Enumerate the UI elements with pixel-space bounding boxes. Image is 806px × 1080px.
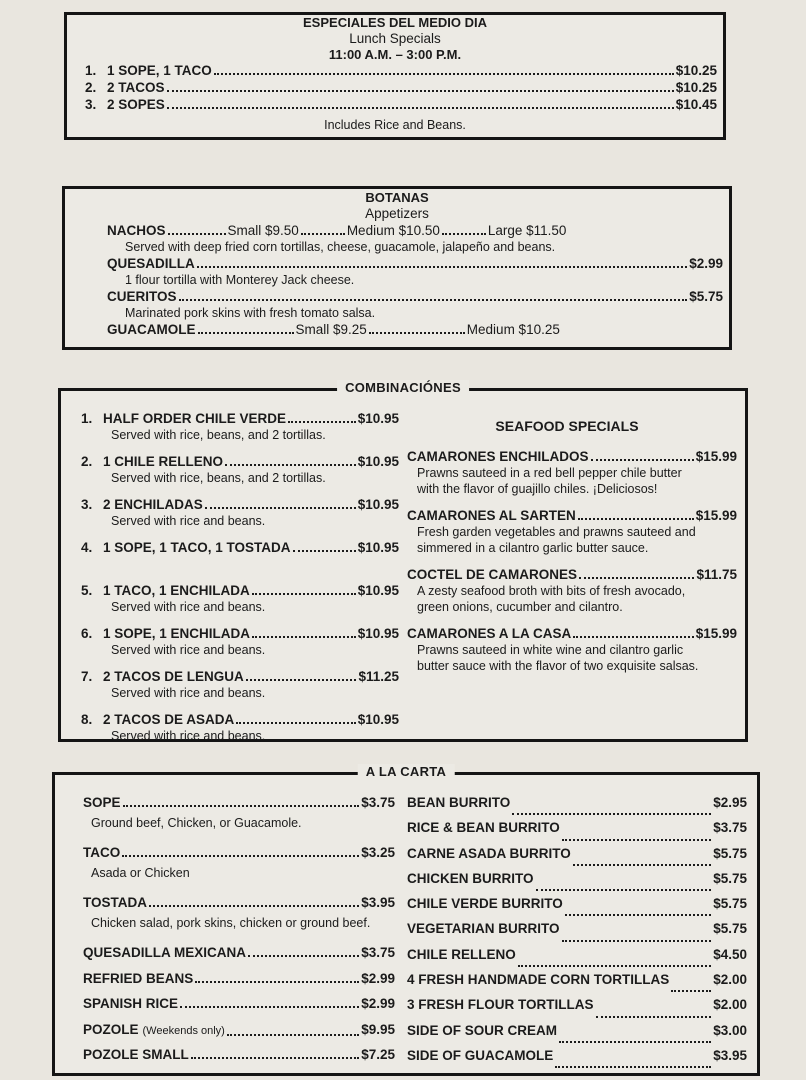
cueritos-price: $5.75	[689, 289, 723, 304]
carta-item-name: CHILE RELLENO	[407, 946, 516, 962]
carta-item-price: $2.99	[361, 996, 395, 1011]
combo-price: $11.25	[358, 669, 399, 684]
carta-item-price: $3.95	[361, 895, 395, 910]
seafood-name: CAMARONES AL SARTEN	[407, 508, 576, 523]
combo-name: HALF ORDER CHILE VERDE	[103, 411, 287, 426]
cueritos-row	[107, 288, 723, 305]
dot-leader	[293, 550, 356, 552]
carta-left-list	[83, 794, 395, 1072]
dot-leader	[246, 679, 357, 681]
combo-name: 1 TACO, 1 ENCHILADA	[103, 583, 250, 598]
carta-item-name: TOSTADA	[83, 895, 147, 910]
seafood-item-row	[407, 507, 737, 524]
carta-item-price: $3.25	[361, 845, 395, 860]
carta-item-price: $4.50	[713, 946, 747, 962]
carta-item-name: QUESADILLA MEXICANA	[83, 945, 247, 960]
combo-number: 2.	[81, 454, 93, 469]
combo-desc: Served with rice and beans.	[111, 600, 266, 614]
dot-leader	[671, 990, 711, 992]
seafood-desc-line-1: Prawns sauteed in white wine and cilantro garlic	[417, 643, 684, 657]
combo-price: $10.95	[357, 626, 399, 641]
combo-item	[81, 453, 399, 496]
dot-leader	[518, 965, 711, 967]
lunch-item-number: 1.	[85, 63, 97, 78]
carta-item-name: SOPE	[83, 795, 121, 810]
combo-name: 1 CHILE RELLENO	[103, 454, 224, 469]
carta-item-row	[83, 995, 395, 1012]
carta-item-note: (Weekends only)	[142, 1024, 225, 1037]
carta-right-item-row	[407, 845, 747, 870]
carta-item-price: $9.95	[361, 1021, 395, 1037]
carta-item-name: SIDE OF GUACAMOLE	[407, 1047, 554, 1063]
seafood-item	[407, 566, 737, 625]
seafood-item	[407, 448, 737, 507]
seafood-name: CAMARONES ENCHILADOS	[407, 449, 589, 464]
quesadilla-price: $2.99	[689, 256, 723, 271]
carta-item-price: $3.75	[361, 945, 395, 960]
dot-leader	[227, 1034, 359, 1036]
carta-item-price: $3.75	[361, 795, 395, 810]
carta-item-name: CARNE ASADA BURRITO	[407, 845, 571, 861]
lunch-item-row	[85, 79, 717, 96]
combo-item-row	[81, 668, 399, 685]
seafood-name: CAMARONES A LA CASA	[407, 626, 572, 641]
combo-desc: Served with rice and beans.	[111, 514, 266, 528]
carta-item-name: BEAN BURRITO	[407, 795, 511, 810]
lunch-item-name: 2 TACOS	[107, 80, 165, 95]
lunch-specials-box	[64, 12, 726, 140]
quesadilla-desc: 1 flour tortilla with Monterey Jack cheese.	[125, 273, 355, 287]
combo-name: 2 ENCHILADAS	[103, 497, 203, 512]
lunch-title: ESPECIALES DEL MEDIO DIA	[303, 15, 487, 30]
lunch-item-number: 2.	[85, 80, 97, 95]
seafood-list	[407, 448, 737, 684]
combo-number: 3.	[81, 497, 93, 512]
dot-leader	[579, 577, 694, 579]
dot-leader	[123, 805, 360, 807]
carta-item-price: $7.25	[361, 1047, 395, 1062]
seafood-desc-line-2: simmered in a cilantro garlic butter sauce.	[417, 541, 649, 555]
combo-price: $10.95	[357, 540, 399, 555]
combo-number: 6.	[81, 626, 93, 641]
carta-left-item	[83, 970, 395, 996]
combo-price: $10.95	[357, 454, 399, 469]
carta-item-name: 3 FRESH FLOUR TORTILLAS	[407, 997, 594, 1013]
combo-price: $10.95	[357, 583, 399, 598]
combo-desc: Served with rice, beans, and 2 tortillas.	[111, 471, 326, 485]
carta-item-row	[83, 794, 395, 811]
seafood-price: $15.99	[695, 508, 737, 523]
guacamole-medium: Medium $10.25	[466, 322, 560, 337]
nachos-name: NACHOS	[107, 223, 166, 238]
carta-item-price: $5.75	[713, 870, 747, 886]
combo-name: 1 SOPE, 1 ENCHILADA	[103, 626, 251, 641]
carta-item-name: POZOLE SMALL	[83, 1047, 189, 1062]
lunch-item-row	[85, 62, 717, 79]
carta-item-row	[83, 844, 395, 861]
lunch-footer: Includes Rice and Beans.	[324, 118, 466, 132]
dot-leader	[149, 905, 359, 907]
carta-left-item	[83, 1046, 395, 1072]
lunch-item-price: $10.25	[675, 80, 717, 95]
carta-item-name: SPANISH RICE	[83, 996, 179, 1011]
seafood-desc-line-1: A zesty seafood broth with bits of fresh avocado,	[417, 584, 686, 598]
carta-item-name: CHICKEN BURRITO	[407, 870, 534, 886]
combinaciones-box	[58, 380, 748, 743]
carta-item-name: TACO	[83, 845, 121, 860]
cueritos-desc: Marinated pork skins with fresh tomato salsa.	[125, 306, 376, 320]
combo-price: $10.95	[357, 712, 399, 727]
seafood-item-row	[407, 566, 737, 583]
carta-right-item-row	[407, 1047, 747, 1072]
guacamole-row	[107, 321, 723, 338]
combo-name: 1 SOPE, 1 TACO, 1 TOSTADA	[103, 540, 291, 555]
carta-left-item	[83, 1021, 395, 1047]
combo-number: 7.	[81, 669, 93, 684]
carta-right-item-row	[407, 971, 747, 996]
carta-right-item-row	[407, 1022, 747, 1047]
a-la-carta-box	[52, 764, 760, 1076]
carta-item-price: $5.75	[713, 921, 747, 937]
dot-leader	[288, 421, 356, 423]
carta-left-item	[83, 894, 395, 944]
nachos-desc: Served with deep fried corn tortillas, cheese, guacamole, jalapeño and beans.	[125, 240, 556, 254]
carta-item-name: REFRIED BEANS	[83, 970, 194, 986]
seafood-price: $15.99	[695, 626, 737, 641]
carta-left-item	[83, 995, 395, 1021]
seafood-desc-line-1: Prawns sauteed in a red bell pepper chile butter	[417, 466, 682, 480]
combo-item-row	[81, 625, 399, 642]
combo-item-row	[81, 582, 399, 599]
dot-leader	[536, 889, 712, 891]
dot-leader	[191, 1057, 359, 1059]
dot-leader	[122, 855, 359, 857]
lunch-subtitle: Lunch Specials	[349, 31, 441, 46]
combo-number: 1.	[81, 411, 93, 426]
dot-leader	[573, 864, 711, 866]
carta-item-row	[83, 944, 395, 961]
combo-item	[81, 496, 399, 539]
seafood-item	[407, 507, 737, 566]
combo-item-row	[81, 711, 399, 728]
combo-list	[81, 410, 399, 754]
carta-right-item-row	[407, 895, 747, 920]
combo-item	[81, 410, 399, 453]
nachos-row	[107, 222, 723, 239]
carta-item-price: $3.95	[713, 1047, 747, 1063]
carta-item-price: $3.75	[713, 820, 747, 836]
carta-item-price: $3.00	[713, 1022, 747, 1038]
carta-item-price: $5.75	[713, 845, 747, 861]
carta-item-desc: Asada or Chicken	[91, 866, 190, 880]
combo-item-row	[81, 453, 399, 470]
dot-leader	[512, 813, 711, 815]
carta-right-list	[407, 794, 747, 1072]
seafood-desc-line-2: with the flavor of guajillo chiles. ¡Deliciosos!	[417, 482, 658, 496]
combo-item-row	[81, 496, 399, 513]
seafood-price: $11.75	[696, 567, 737, 582]
dot-leader	[562, 940, 712, 942]
seafood-item	[407, 625, 737, 684]
combo-name: 2 TACOS DE LENGUA	[103, 669, 244, 684]
seafood-item-row	[407, 625, 737, 642]
seafood-price: $15.99	[695, 449, 737, 464]
carta-item-price: $2.99	[361, 970, 395, 986]
combo-name: 2 TACOS DE ASADA	[103, 712, 235, 727]
combo-item-row	[81, 539, 399, 556]
nachos-small: Small $9.50	[227, 223, 299, 238]
carta-item-row	[83, 1021, 395, 1040]
carta-item-desc: Chicken salad, pork skins, chicken or ground beef.	[91, 916, 371, 930]
lunch-item-list	[67, 62, 723, 113]
dot-leader	[562, 839, 711, 841]
dot-leader	[167, 107, 674, 109]
quesadilla-name: QUESADILLA	[107, 256, 195, 271]
carta-item-price: $5.75	[713, 896, 747, 912]
carta-item-name: CHILE VERDE BURRITO	[407, 896, 563, 912]
nachos-large: Large $11.50	[487, 223, 567, 238]
dot-leader	[252, 636, 356, 638]
a-la-carta-title: A LA CARTA	[358, 764, 455, 779]
carta-item-row	[83, 894, 395, 911]
carta-item-name: SIDE OF SOUR CREAM	[407, 1022, 558, 1038]
lunch-item-row	[85, 96, 717, 113]
dot-leader	[214, 73, 674, 75]
quesadilla-row	[107, 255, 723, 272]
carta-right-item-row	[407, 794, 747, 819]
dot-leader	[167, 90, 674, 92]
dot-leader	[225, 464, 356, 466]
combo-desc: Served with rice, beans, and 2 tortillas.	[111, 428, 326, 442]
dot-leader	[596, 1016, 712, 1018]
combo-desc: Served with rice and beans.	[111, 729, 266, 743]
seafood-item-row	[407, 448, 737, 465]
carta-item-name: VEGETARIAN BURRITO	[407, 921, 560, 937]
lunch-item-name: 2 SOPES	[107, 97, 165, 112]
combo-number: 5.	[81, 583, 93, 598]
dot-leader	[252, 593, 356, 595]
dot-leader	[578, 518, 694, 520]
seafood-desc-line-2: green onions, cucumber and cilantro.	[417, 600, 623, 614]
combo-item	[81, 625, 399, 668]
carta-item-name: 4 FRESH HANDMADE CORN TORTILLAS	[407, 972, 670, 988]
carta-item-name: POZOLE	[83, 1021, 139, 1037]
carta-left-item	[83, 794, 395, 844]
combo-item	[81, 539, 399, 582]
combinaciones-title: COMBINACIÓNES	[337, 380, 469, 395]
seafood-title: SEAFOOD SPECIALS	[495, 418, 639, 434]
seafood-name: COCTEL DE CAMARONES	[407, 567, 578, 582]
dot-leader	[559, 1041, 711, 1043]
carta-item-price: $2.00	[713, 997, 747, 1013]
lunch-item-number: 3.	[85, 97, 97, 112]
carta-right-item-row	[407, 996, 747, 1021]
combo-price: $10.95	[357, 497, 399, 512]
dot-leader	[236, 722, 355, 724]
carta-item-row	[83, 1046, 395, 1063]
dot-leader	[248, 955, 359, 957]
dot-leader	[591, 459, 694, 461]
carta-item-row	[83, 970, 395, 987]
combo-number: 4.	[81, 540, 93, 555]
carta-item-name: RICE & BEAN BURRITO	[407, 820, 560, 836]
lunch-item-name: 1 SOPE, 1 TACO	[107, 63, 212, 78]
dot-leader	[195, 981, 359, 983]
carta-right-item-row	[407, 946, 747, 971]
guacamole-name: GUACAMOLE	[107, 322, 196, 337]
carta-left-item	[83, 944, 395, 970]
dot-leader	[180, 1006, 359, 1008]
seafood-desc-line-2: butter sauce with the flavor of two exquisite salsas.	[417, 659, 699, 673]
dot-leader	[573, 636, 693, 638]
combo-item	[81, 668, 399, 711]
lunch-item-price: $10.25	[675, 63, 717, 78]
combo-price: $10.95	[357, 411, 399, 426]
carta-left-item	[83, 844, 395, 894]
lunch-item-price: $10.45	[675, 97, 717, 112]
dot-leader	[555, 1066, 711, 1068]
carta-right-item-row	[407, 920, 747, 945]
combo-desc: Served with rice and beans.	[111, 686, 266, 700]
lunch-hours: 11:00 A.M. – 3:00 P.M.	[328, 47, 462, 62]
carta-item-desc: Ground beef, Chicken, or Guacamole.	[91, 816, 302, 830]
nachos-medium: Medium $10.50	[346, 223, 440, 238]
carta-item-price: $2.95	[713, 795, 747, 810]
guacamole-small: Small $9.25	[295, 322, 367, 337]
combo-number: 8.	[81, 712, 93, 727]
dot-leader	[565, 914, 711, 916]
seafood-column	[407, 410, 737, 684]
combo-desc: Served with rice and beans.	[111, 643, 266, 657]
seafood-desc-line-1: Fresh garden vegetables and prawns sauteed and	[417, 525, 696, 539]
combo-item	[81, 711, 399, 754]
botanas-title: BOTANAS	[365, 190, 429, 205]
combo-item-row	[81, 410, 399, 427]
botanas-subtitle: Appetizers	[365, 206, 429, 221]
combo-item	[81, 582, 399, 625]
carta-right-item-row	[407, 819, 747, 844]
botanas-box	[62, 186, 732, 350]
carta-item-price: $2.00	[713, 972, 747, 988]
dot-leader	[205, 507, 356, 509]
cueritos-name: CUERITOS	[107, 289, 177, 304]
carta-right-item-row	[407, 870, 747, 895]
